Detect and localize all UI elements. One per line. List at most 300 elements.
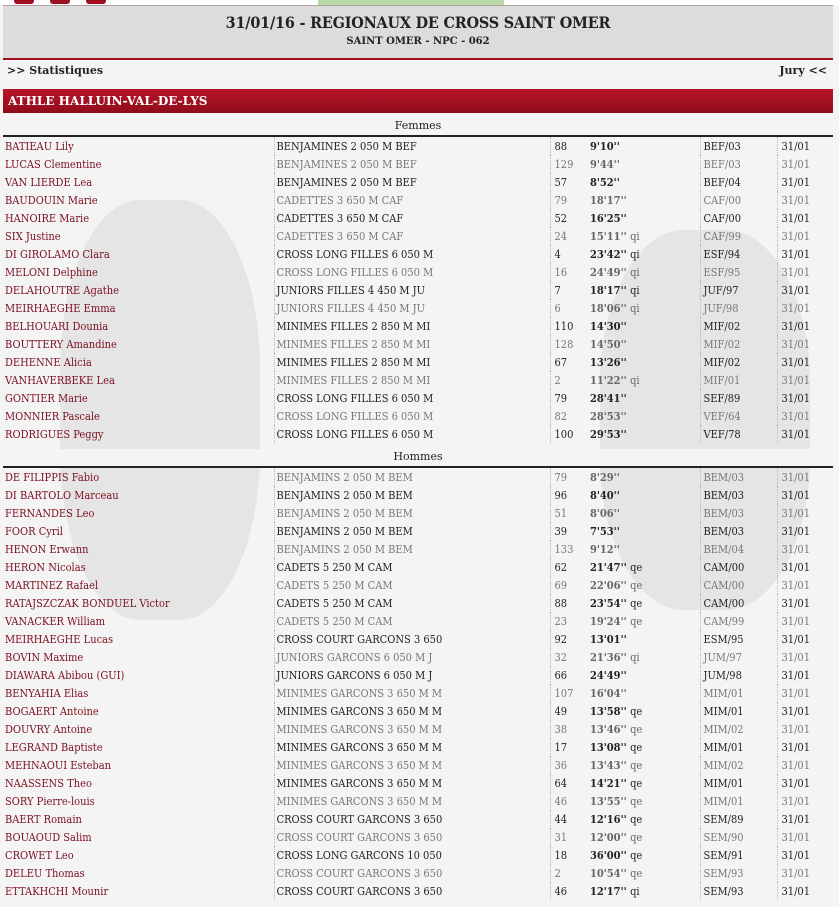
performance-value: 13'08'' [590,740,627,754]
qualification-mark: qe [630,704,643,718]
date: 31/01 [777,371,833,389]
event-link[interactable]: CROSS COURT GARCONS 3 650 [274,630,550,648]
performance [586,756,700,774]
performance-value: 29'53'' [590,427,627,441]
place: 4 [550,245,586,263]
date: 31/01 [777,684,833,702]
event-link[interactable]: BENJAMINS 2 050 M BEM [274,504,550,522]
event-link[interactable]: CROSS COURT GARCONS 3 650 [274,882,550,900]
result-row [3,630,833,648]
date: 31/01 [777,504,833,522]
performance [586,702,700,720]
result-row [3,486,833,504]
athlete-name-link[interactable]: MARTINEZ Rafael [5,578,99,592]
qualification-mark: qe [630,560,643,574]
qualification-mark: qi [630,229,640,243]
result-row [3,558,833,576]
performance-value: 18'06'' [590,301,627,315]
qualification-mark: qi [630,373,640,387]
performance [586,155,700,173]
athlete-name-link[interactable]: NAASSENS Theo [5,776,92,790]
place: 69 [550,576,586,594]
category: SEM/89 [700,810,777,828]
event-link[interactable]: MINIMES FILLES 2 850 M MI [274,317,550,335]
performance [586,558,700,576]
category: BEM/03 [700,468,777,486]
event-link[interactable]: MINIMES GARCONS 3 650 M M [274,738,550,756]
date: 31/01 [777,245,833,263]
date: 31/01 [777,353,833,371]
event-link[interactable]: JUNIORS GARCONS 6 050 M J [274,666,550,684]
place: 107 [550,684,586,702]
qualification-mark: qe [630,614,643,628]
place: 2 [550,371,586,389]
performance-value: 7'53'' [590,524,620,538]
result-row [3,594,833,612]
performance-value: 16'04'' [590,686,627,700]
performance-value: 21'36'' [590,650,627,664]
date: 31/01 [777,486,833,504]
performance-value: 21'47'' [590,560,627,574]
performance-value: 13'55'' [590,794,627,808]
place: 79 [550,389,586,407]
nav-row [7,64,827,80]
place: 44 [550,810,586,828]
performance [586,684,700,702]
event-link[interactable]: CROSS LONG FILLES 6 050 M [274,245,550,263]
performance-value: 19'24'' [590,614,627,628]
performance-value: 15'11'' [590,229,627,243]
athlete-name-link[interactable]: MEHNAOUI Esteban [5,758,112,772]
performance-value: 10'54'' [590,866,627,880]
athlete-name-link[interactable]: BOUTTERY Amandine [5,337,117,351]
performance [586,576,700,594]
event-link[interactable]: CADETS 5 250 M CAM [274,594,550,612]
qualification-mark: qe [630,740,643,754]
qualification-mark: qe [630,776,643,790]
performance [586,630,700,648]
place: 92 [550,630,586,648]
performance-value: 14'21'' [590,776,627,790]
meet-subtitle: SAINT OMER - NPC - 062 [346,36,490,47]
performance [586,371,700,389]
date: 31/01 [777,648,833,666]
performance-value: 23'42'' [590,247,627,261]
event-link[interactable]: CADETTES 3 650 M CAF [274,209,550,227]
event-link[interactable]: CROSS LONG FILLES 6 050 M [274,425,550,443]
event-link[interactable]: MINIMES GARCONS 3 650 M M [274,702,550,720]
qualification-mark: qe [630,722,643,736]
event-link[interactable]: BENJAMINES 2 050 M BEF [274,137,550,155]
result-row [3,792,833,810]
category: SEF/89 [700,389,777,407]
place: 79 [550,191,586,209]
qualification-mark: qe [630,848,643,862]
result-row [3,191,833,209]
performance [586,299,700,317]
event-link[interactable]: CROSS LONG FILLES 6 050 M [274,263,550,281]
event-link[interactable]: BENJAMINES 2 050 M BEF [274,173,550,191]
category: SEM/91 [700,846,777,864]
performance [586,173,700,191]
athlete-name-link[interactable]: BELHOUARI Dounia [5,319,109,333]
place: 67 [550,353,586,371]
performance-value: 13'26'' [590,355,627,369]
result-row [3,882,833,900]
result-row [3,738,833,756]
performance-value: 24'49'' [590,668,627,682]
date: 31/01 [777,612,833,630]
category: CAF/99 [700,227,777,245]
performance-value: 22'06'' [590,578,627,592]
performance [586,720,700,738]
athlete-name-link[interactable]: ETTAKHCHI Mounir [5,884,109,898]
performance-value: 8'52'' [590,175,620,189]
result-row [3,389,833,407]
athlete-name-link[interactable]: BENYAHIA Elias [5,686,89,700]
qualification-mark: qe [630,812,643,826]
athlete-name-link[interactable]: RODRIGUES Peggy [5,427,104,441]
event-link[interactable]: BENJAMINS 2 050 M BEM [274,540,550,558]
section-heading: Femmes [3,118,833,137]
performance-value: 13'58'' [590,704,627,718]
performance-value: 24'49'' [590,265,627,279]
result-row [3,155,833,173]
result-row [3,540,833,558]
category: MIM/02 [700,720,777,738]
athlete-name-link[interactable]: MEIRHAEGHE Lucas [5,632,114,646]
category: BEM/03 [700,522,777,540]
performance [586,522,700,540]
place: 49 [550,702,586,720]
category: CAM/00 [700,558,777,576]
category: SEM/90 [700,828,777,846]
result-row [3,407,833,425]
athlete-name-link[interactable]: DELAHOUTRE Agathe [5,283,119,297]
meet-header [3,5,833,60]
event-link[interactable]: CROSS COURT GARCONS 3 650 [274,828,550,846]
athlete-name-link[interactable]: CROWET Leo [5,848,74,862]
club-banner: ATHLE HALLUIN-VAL-DE-LYS [3,89,833,113]
date: 31/01 [777,209,833,227]
qualification-mark: qe [630,578,643,592]
event-link[interactable]: MINIMES GARCONS 3 650 M M [274,774,550,792]
athlete-name-link[interactable]: FOOR Cyril [5,524,63,538]
qualification-mark: qi [630,283,640,297]
place: 64 [550,774,586,792]
result-row [3,335,833,353]
performance [586,335,700,353]
event-link[interactable]: MINIMES FILLES 2 850 M MI [274,371,550,389]
performance-value: 12'16'' [590,812,627,826]
place: 79 [550,468,586,486]
date: 31/01 [777,281,833,299]
category: JUM/98 [700,666,777,684]
athlete-name-link[interactable]: BAERT Romain [5,812,82,826]
performance [586,864,700,882]
performance [586,227,700,245]
performance-value: 14'30'' [590,319,627,333]
event-link[interactable]: MINIMES GARCONS 3 650 M M [274,720,550,738]
event-link[interactable]: CROSS COURT GARCONS 3 650 [274,810,550,828]
qualification-mark: qe [630,596,643,610]
performance [586,281,700,299]
statistics-link[interactable]: >> Statistiques [7,64,104,77]
result-row [3,702,833,720]
event-link[interactable]: CADETS 5 250 M CAM [274,576,550,594]
performance [586,792,700,810]
event-link[interactable]: CADETS 5 250 M CAM [274,558,550,576]
place: 133 [550,540,586,558]
qualification-mark: qe [630,794,643,808]
athlete-name-link[interactable]: FERNANDES Leo [5,506,95,520]
result-row [3,371,833,389]
performance [586,540,700,558]
date: 31/01 [777,468,833,486]
athlete-name-link[interactable]: DELEU Thomas [5,866,85,880]
event-link[interactable]: JUNIORS FILLES 4 450 M JU [274,281,550,299]
category: MIF/02 [700,335,777,353]
result-row [3,810,833,828]
event-link[interactable]: MINIMES FILLES 2 850 M MI [274,353,550,371]
event-link[interactable]: BENJAMINES 2 050 M BEF [274,155,550,173]
result-row [3,425,833,443]
event-link[interactable]: CROSS COURT GARCONS 3 650 [274,864,550,882]
place: 36 [550,756,586,774]
place: 24 [550,227,586,245]
category: BEF/03 [700,137,777,155]
result-row [3,720,833,738]
result-row [3,263,833,281]
qualification-mark: qe [630,830,643,844]
place: 57 [550,173,586,191]
date: 31/01 [777,594,833,612]
section-femmes [3,118,833,443]
result-row [3,846,833,864]
date: 31/01 [777,810,833,828]
athlete-name-link[interactable]: DI BARTOLO Marceau [5,488,119,502]
performance [586,468,700,486]
performance [586,407,700,425]
place: 88 [550,594,586,612]
athlete-name-link[interactable]: VANACKER William [5,614,106,628]
category: BEM/03 [700,504,777,522]
performance-value: 23'54'' [590,596,627,610]
athlete-name-link[interactable]: SIX Justine [5,229,61,243]
place: 18 [550,846,586,864]
category: SEM/93 [700,864,777,882]
category: VEF/78 [700,425,777,443]
performance-value: 18'17'' [590,193,627,207]
place: 129 [550,155,586,173]
result-row [3,756,833,774]
date: 31/01 [777,864,833,882]
athlete-name-link[interactable]: RATAJSZCZAK BONDUEL Victor [5,596,170,610]
performance [586,353,700,371]
category: JUF/97 [700,281,777,299]
place: 38 [550,720,586,738]
event-link[interactable]: CADETTES 3 650 M CAF [274,227,550,245]
athlete-name-link[interactable]: HANOIRE Marie [5,211,90,225]
date: 31/01 [777,738,833,756]
category: CAM/00 [700,594,777,612]
athlete-name-link[interactable]: GONTIER Marie [5,391,88,405]
performance [586,486,700,504]
date: 31/01 [777,263,833,281]
event-link[interactable]: CROSS LONG FILLES 6 050 M [274,407,550,425]
results-table-hommes [3,468,833,900]
event-link[interactable]: MINIMES FILLES 2 850 M MI [274,335,550,353]
performance-value: 12'17'' [590,884,627,898]
category: ESF/94 [700,245,777,263]
performance [586,846,700,864]
event-link[interactable]: CROSS LONG FILLES 6 050 M [274,389,550,407]
performance-value: 16'25'' [590,211,627,225]
event-link[interactable]: BENJAMINS 2 050 M BEM [274,522,550,540]
result-row [3,173,833,191]
place: 110 [550,317,586,335]
category: BEF/03 [700,155,777,173]
performance [586,828,700,846]
result-row [3,317,833,335]
athlete-name-link[interactable]: HERON Nicolas [5,560,86,574]
qualification-mark: qe [630,866,643,880]
performance-value: 14'50'' [590,337,627,351]
date: 31/01 [777,389,833,407]
result-row [3,353,833,371]
athlete-name-link[interactable]: SORY Pierre-louis [5,794,95,808]
result-row [3,209,833,227]
event-link[interactable]: CADETTES 3 650 M CAF [274,191,550,209]
category: ESF/95 [700,263,777,281]
performance-value: 8'40'' [590,488,620,502]
place: 17 [550,738,586,756]
date: 31/01 [777,720,833,738]
event-link[interactable]: JUNIORS FILLES 4 450 M JU [274,299,550,317]
athlete-name-link[interactable]: BOUAOUD Salim [5,830,92,844]
performance [586,774,700,792]
place: 128 [550,335,586,353]
place: 100 [550,425,586,443]
performance-value: 11'22'' [590,373,627,387]
performance [586,245,700,263]
performance-value: 13'46'' [590,722,627,736]
category: MIF/02 [700,353,777,371]
qualification-mark: qi [630,884,640,898]
athlete-name-link[interactable]: DI GIROLAMO Clara [5,247,110,261]
date: 31/01 [777,756,833,774]
event-link[interactable]: MINIMES GARCONS 3 650 M M [274,792,550,810]
athlete-name-link[interactable]: VANHAVERBEKE Lea [5,373,115,387]
performance-value: 9'12'' [590,542,620,556]
place: 82 [550,407,586,425]
event-link[interactable]: BENJAMINS 2 050 M BEM [274,486,550,504]
performance-value: 8'29'' [590,470,620,484]
athlete-name-link[interactable]: BOGAERT Antoine [5,704,99,718]
athlete-name-link[interactable]: DIAWARA Abibou (GUI) [5,668,125,682]
athlete-name-link[interactable]: DEHENNE Alicia [5,355,92,369]
result-row [3,504,833,522]
category: BEM/04 [700,540,777,558]
section-heading: Hommes [3,449,833,468]
date: 31/01 [777,792,833,810]
athlete-name-link[interactable]: BAUDOUIN Marie [5,193,98,207]
event-link[interactable]: MINIMES GARCONS 3 650 M M [274,756,550,774]
performance [586,263,700,281]
athlete-name-link[interactable]: MONNIER Pascale [5,409,100,423]
date: 31/01 [777,558,833,576]
event-link[interactable]: CROSS LONG GARCONS 10 050 [274,846,550,864]
performance [586,810,700,828]
result-row [3,612,833,630]
date: 31/01 [777,576,833,594]
date: 31/01 [777,846,833,864]
date: 31/01 [777,227,833,245]
athlete-name-link[interactable]: MEIRHAEGHE Emma [5,301,116,315]
category: MIM/01 [700,738,777,756]
event-link[interactable]: MINIMES GARCONS 3 650 M M [274,684,550,702]
performance [586,317,700,335]
result-row [3,828,833,846]
athlete-name-link[interactable]: DOUVRY Antoine [5,722,93,736]
athlete-name-link[interactable]: LEGRAND Baptiste [5,740,103,754]
athlete-name-link[interactable]: HENON Erwann [5,542,89,556]
date: 31/01 [777,666,833,684]
performance [586,389,700,407]
category: SEM/93 [700,882,777,900]
result-row [3,666,833,684]
performance-value: 8'06'' [590,506,620,520]
performance-value: 18'17'' [590,283,627,297]
place: 2 [550,864,586,882]
athlete-name-link[interactable]: VAN LIERDE Lea [5,175,93,189]
performance [586,137,700,155]
result-row [3,684,833,702]
place: 51 [550,504,586,522]
place: 23 [550,612,586,630]
athlete-name-link[interactable]: LUCAS Clementine [5,157,102,171]
date: 31/01 [777,702,833,720]
date: 31/01 [777,155,833,173]
date: 31/01 [777,522,833,540]
jury-link[interactable]: Jury << [779,64,827,77]
place: 62 [550,558,586,576]
place: 66 [550,666,586,684]
date: 31/01 [777,191,833,209]
category: CAM/99 [700,612,777,630]
event-link[interactable]: CADETS 5 250 M CAM [274,612,550,630]
category: MIF/01 [700,371,777,389]
athlete-name-link[interactable]: MELONI Delphine [5,265,98,279]
result-row [3,648,833,666]
performance-value: 28'53'' [590,409,627,423]
athlete-name-link[interactable]: BOVIN Maxime [5,650,84,664]
category: BEM/03 [700,486,777,504]
date: 31/01 [777,173,833,191]
qualification-mark: qi [630,247,640,261]
athlete-name-link[interactable]: DE FILIPPIS Fabio [5,470,100,484]
place: 46 [550,792,586,810]
athlete-name-link[interactable]: BATIEAU Lily [5,139,74,153]
qualification-mark: qi [630,265,640,279]
result-row [3,245,833,263]
date: 31/01 [777,540,833,558]
place: 16 [550,263,586,281]
place: 52 [550,209,586,227]
event-link[interactable]: JUNIORS GARCONS 6 050 M J [274,648,550,666]
event-link[interactable]: BENJAMINS 2 050 M BEM [274,468,550,486]
date: 31/01 [777,299,833,317]
